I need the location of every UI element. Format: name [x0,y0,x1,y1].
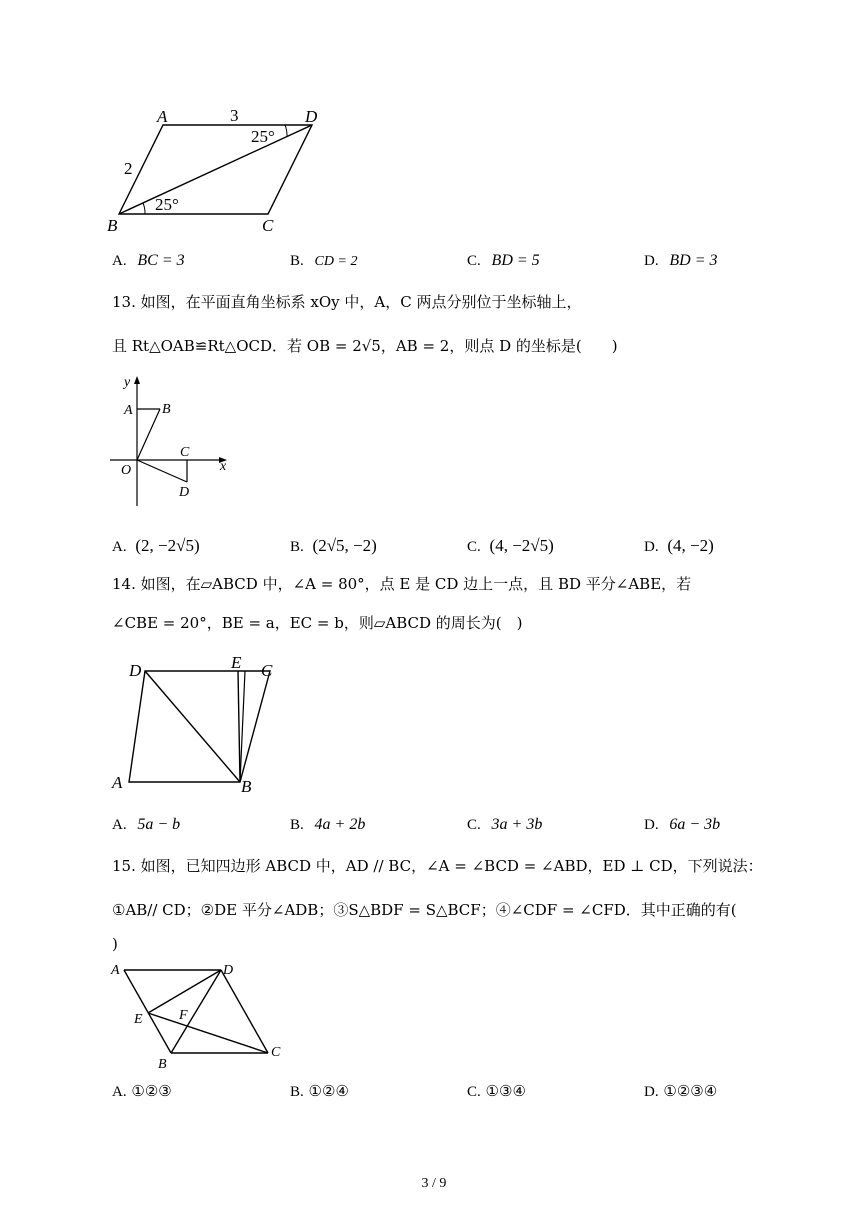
q12-side-ab: 2 [124,159,133,178]
option-letter: C. [467,253,481,269]
option-text: ①③④ [485,1082,526,1100]
option-text: BD = 3 [669,252,718,269]
option-text: CD = 2 [314,254,358,269]
q12-angle-top: 25° [251,127,275,146]
q15-option-c[interactable] [467,1081,526,1102]
option-letter: D. [644,253,659,269]
q15-label-a: A [111,963,120,978]
option-letter: C. [467,1084,481,1100]
q13-label-o: O [121,463,132,478]
q14-label-d: D [129,661,142,680]
option-letter: D. [644,817,659,833]
q12-option-d[interactable] [644,250,718,271]
q15-option-b[interactable] [290,1081,349,1102]
q12-angle-bottom: 25° [155,195,179,214]
q14-figure [108,652,288,802]
option-letter: C. [467,539,481,555]
q15-label-f: F [179,1008,188,1023]
q12-option-c[interactable] [467,250,540,271]
q15-label-d: D [223,963,234,978]
q15-stem-line2: ①AB// CD；②DE 平分∠ADB；③S△BDF = S△BCF；④∠CDF = ∠CFD．其中正确的有( [112,901,737,919]
option-text: (4, −2√5) [489,536,554,555]
q12-label-d: D [305,107,318,126]
option-letter: D. [644,1084,659,1100]
option-text: BD = 5 [491,252,540,269]
q13-label-a: A [124,403,133,418]
option-letter: B. [290,539,304,555]
q14-option-c[interactable] [467,814,542,835]
q13-label-c: C [180,445,190,460]
q13-label-d: D [179,485,190,500]
q15-label-b: B [158,1057,167,1072]
option-text: ①②③ [131,1082,172,1100]
q13-option-d[interactable] [644,536,714,557]
q13-stem-line2: 且 Rt△OAB≌Rt△OCD．若 OB = 2√5，AB = 2，则点 D 的坐标是( ) [112,337,618,355]
option-text: (2, −2√5) [135,536,200,555]
q15-stem-line1: 15. 如图，已知四边形 ABCD 中，AD // BC，∠A = ∠BCD = ∠ABD，ED ⊥ CD，下列说法： [112,857,763,875]
q12-label-c: C [262,216,274,235]
option-text: 3a + 3b [491,816,543,833]
q12-label-b: B [107,216,118,235]
q14-option-d[interactable] [644,814,720,835]
q14-stem-line1: 14. 如图，在▱ABCD 中，∠A = 80°，点 E 是 CD 边上一点，且 BD 平分∠ABE，若 [112,575,692,593]
option-letter: A. [112,817,127,833]
option-letter: A. [112,539,127,555]
q13-option-a[interactable] [112,536,200,557]
option-text: 6a − 3b [669,816,721,833]
q13-stem-line1: 13. 如图，在平面直角坐标系 xOy 中，A，C 两点分别位于坐标轴上， [112,293,582,311]
q14-label-c: C [261,661,273,680]
q14-label-b: B [241,777,252,796]
q14-option-a[interactable] [112,814,180,835]
q14-label-a: A [112,773,123,792]
q14-option-b[interactable] [290,814,365,835]
option-letter: B. [290,1084,304,1100]
q15-option-a[interactable] [112,1081,172,1102]
q13-option-b[interactable] [290,536,377,557]
q13-label-x: x [220,459,227,474]
q13-figure [108,372,238,512]
q15-figure [108,955,298,1080]
q15-label-e: E [134,1012,143,1027]
q15-option-d[interactable] [644,1081,717,1102]
option-letter: B. [290,253,304,269]
q14-label-e: E [231,653,242,672]
option-text: 4a + 2b [314,816,366,833]
option-letter: D. [644,539,659,555]
option-letter: A. [112,253,127,269]
option-letter: C. [467,817,481,833]
option-letter: A. [112,1084,127,1100]
q15-label-c: C [271,1045,281,1060]
q15-stem-line3: ) [112,935,118,953]
option-text: ①②③④ [663,1082,718,1100]
option-text: (2√5, −2) [312,536,377,555]
option-text: (4, −2) [667,536,714,555]
q12-figure [105,100,345,240]
q12-option-a[interactable] [112,250,185,271]
option-letter: B. [290,817,304,833]
q13-label-y: y [124,375,131,390]
page-number: 3 / 9 [421,1176,447,1191]
option-text: 5a − b [137,816,181,833]
q14-stem-line2: ∠CBE = 20°，BE = a，EC = b，则▱ABCD 的周长为( ) [112,614,523,632]
q12-option-b[interactable] [290,250,357,272]
q12-label-a: A [157,107,168,126]
option-text: BC = 3 [137,252,185,269]
q13-label-b: B [162,402,171,417]
option-text: ①②④ [308,1082,349,1100]
q12-side-ad: 3 [230,106,239,125]
q13-option-c[interactable] [467,536,554,557]
